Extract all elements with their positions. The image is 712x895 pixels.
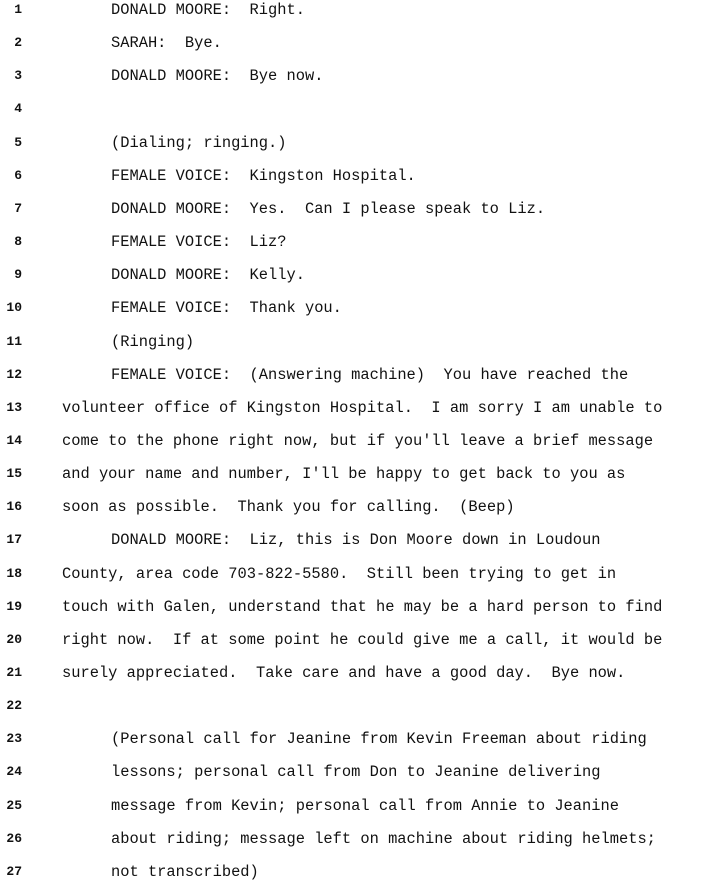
line-number: 9 bbox=[14, 267, 22, 283]
transcript-line bbox=[0, 398, 712, 431]
transcript-line bbox=[0, 199, 712, 232]
line-content: right now. If at some point he could give me a call, it would be bbox=[62, 630, 663, 649]
transcript-line bbox=[0, 66, 712, 99]
speaker-label: FEMALE VOICE: bbox=[111, 166, 232, 185]
line-number: 6 bbox=[14, 167, 22, 183]
line-text bbox=[111, 133, 286, 153]
speaker-label: DONALD MOORE: bbox=[111, 67, 232, 86]
transcript-line bbox=[0, 729, 712, 762]
transcript-line bbox=[0, 464, 712, 497]
line-number: 1 bbox=[14, 2, 22, 17]
transcript-line bbox=[0, 530, 712, 563]
line-content: Bye. bbox=[166, 34, 222, 53]
transcript-line bbox=[0, 133, 712, 166]
transcript-line bbox=[0, 597, 712, 630]
line-content: County, area code 703-822-5580. Still been trying to get in bbox=[62, 564, 617, 583]
line-number: 20 bbox=[6, 631, 22, 647]
line-number: 24 bbox=[6, 764, 22, 780]
line-number: 14 bbox=[6, 432, 22, 448]
line-text bbox=[111, 66, 323, 86]
line-number: 11 bbox=[6, 333, 22, 349]
line-number: 4 bbox=[14, 101, 22, 117]
line-text bbox=[111, 365, 628, 385]
line-text bbox=[62, 497, 515, 517]
line-number: 26 bbox=[6, 830, 22, 846]
speaker-label: SARAH: bbox=[111, 34, 167, 53]
line-text bbox=[111, 166, 416, 186]
line-number: 17 bbox=[6, 532, 22, 548]
line-number: 21 bbox=[6, 665, 22, 680]
transcript-line bbox=[0, 762, 712, 795]
line-number: 27 bbox=[6, 863, 22, 879]
line-content: (Answering machine) You have reached the bbox=[231, 365, 629, 384]
line-number: 10 bbox=[6, 300, 22, 316]
line-text bbox=[111, 862, 259, 882]
line-content: Kingston Hospital. bbox=[231, 166, 416, 185]
line-number: 15 bbox=[6, 466, 22, 482]
line-text bbox=[111, 729, 647, 749]
transcript-line bbox=[0, 696, 712, 729]
speaker-label: FEMALE VOICE: bbox=[111, 365, 232, 384]
speaker-label: FEMALE VOICE: bbox=[111, 299, 232, 318]
line-content: (Ringing) bbox=[111, 332, 195, 351]
line-text bbox=[111, 232, 287, 252]
speaker-label: FEMALE VOICE: bbox=[111, 233, 232, 252]
line-text bbox=[111, 33, 222, 53]
line-text bbox=[111, 530, 601, 550]
line-number: 18 bbox=[6, 565, 22, 581]
transcript-line bbox=[0, 829, 712, 862]
transcript-line bbox=[0, 298, 712, 331]
line-text bbox=[62, 564, 616, 584]
line-text bbox=[111, 796, 619, 816]
line-content: come to the phone right now, but if you'll leave a brief message bbox=[62, 431, 654, 450]
line-text bbox=[111, 298, 342, 318]
line-text bbox=[111, 265, 305, 285]
line-number: 25 bbox=[6, 797, 22, 813]
line-number: 13 bbox=[6, 399, 22, 415]
line-text bbox=[111, 199, 545, 219]
line-number: 2 bbox=[14, 35, 22, 51]
line-content: Thank you. bbox=[231, 299, 342, 318]
line-content: touch with Galen, understand that he may be a hard person to find bbox=[62, 597, 663, 616]
line-text bbox=[111, 762, 601, 782]
transcript-line bbox=[0, 630, 712, 663]
line-text bbox=[62, 464, 625, 484]
line-number: 16 bbox=[6, 499, 22, 515]
line-text bbox=[62, 597, 662, 617]
line-number: 7 bbox=[14, 200, 22, 216]
line-content: (Dialing; ringing.) bbox=[111, 133, 287, 152]
speaker-label: DONALD MOORE: bbox=[111, 266, 232, 285]
line-content: Kelly. bbox=[231, 266, 305, 285]
line-number: 22 bbox=[6, 698, 22, 714]
line-text bbox=[62, 431, 653, 451]
line-content: Right. bbox=[231, 1, 305, 19]
line-content: and your name and number, I'll be happy to get back to you as bbox=[62, 465, 626, 484]
line-content: message from Kevin; personal call from Annie to Jeanine bbox=[111, 796, 619, 815]
line-text bbox=[62, 663, 625, 683]
line-text bbox=[111, 332, 194, 352]
speaker-label: DONALD MOORE: bbox=[111, 531, 232, 550]
line-content: Liz, this is Don Moore down in Loudoun bbox=[231, 531, 601, 550]
transcript-line bbox=[0, 332, 712, 365]
transcript-line bbox=[0, 232, 712, 265]
line-text bbox=[62, 630, 662, 650]
line-number: 23 bbox=[6, 731, 22, 747]
line-number: 3 bbox=[14, 68, 22, 84]
line-content: (Personal call for Jeanine from Kevin Freeman about riding bbox=[111, 730, 647, 749]
line-content: lessons; personal call from Don to Jeanine delivering bbox=[111, 763, 601, 782]
transcript-line bbox=[0, 265, 712, 298]
transcript-line bbox=[0, 33, 712, 66]
line-content: volunteer office of Kingston Hospital. I am sorry I am unable to bbox=[62, 398, 663, 417]
line-content: surely appreciated. Take care and have a good day. Bye now. bbox=[62, 664, 626, 682]
transcript-line bbox=[0, 365, 712, 398]
transcript-line bbox=[0, 862, 712, 895]
transcript-line bbox=[0, 497, 712, 530]
line-text bbox=[62, 398, 662, 418]
transcript-line bbox=[0, 99, 712, 132]
transcript-line bbox=[0, 663, 712, 696]
line-text bbox=[111, 0, 305, 20]
line-content: Bye now. bbox=[231, 67, 324, 86]
line-content: not transcribed) bbox=[111, 862, 259, 881]
transcript-line bbox=[0, 0, 712, 33]
speaker-label: DONALD MOORE: bbox=[111, 199, 232, 218]
line-content: Yes. Can I please speak to Liz. bbox=[231, 199, 546, 218]
speaker-label: DONALD MOORE: bbox=[111, 1, 232, 19]
transcript-line bbox=[0, 564, 712, 597]
transcript-line bbox=[0, 431, 712, 464]
line-content: soon as possible. Thank you for calling. (Beep) bbox=[62, 498, 515, 517]
line-text bbox=[111, 829, 656, 849]
transcript-line bbox=[0, 166, 712, 199]
line-number: 19 bbox=[6, 598, 22, 614]
line-number: 8 bbox=[14, 234, 22, 250]
line-number: 12 bbox=[6, 366, 22, 382]
line-content: about riding; message left on machine about riding helmets; bbox=[111, 829, 656, 848]
transcript-line bbox=[0, 796, 712, 829]
line-number: 5 bbox=[14, 134, 22, 150]
line-content: Liz? bbox=[231, 233, 287, 252]
